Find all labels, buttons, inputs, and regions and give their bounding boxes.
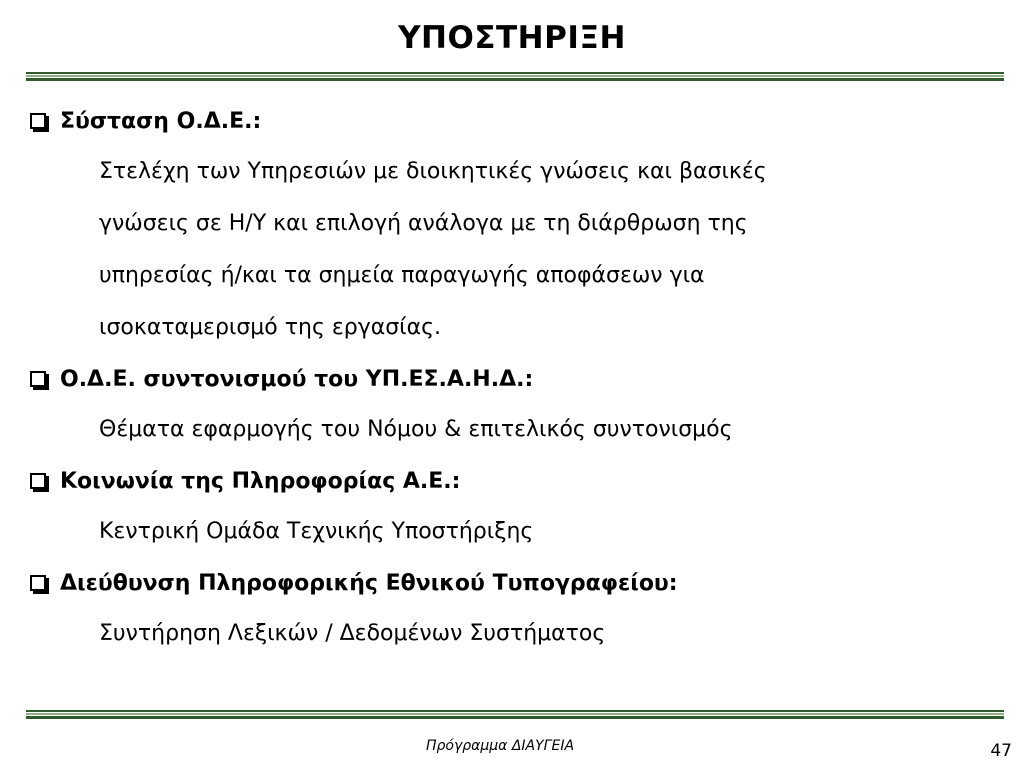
body-line: Θέματα εφαρμογής του Νόμου & επιτελικός συντονισμός [99,417,733,442]
checkbox-bullet-icon [30,575,46,591]
body-line: Στελέχη των Υπηρεσιών με διοικητικές γνώσεις και βασικές [99,159,767,184]
checkbox-bullet-icon [30,113,46,129]
divider-line [26,716,1004,719]
section-4 [26,558,1006,660]
content-list [26,96,1006,660]
body-line: γνώσεις σε Η/Υ και επιλογή ανάλογα με τη διάρθρωση της [99,211,748,236]
divider-line [26,72,1004,74]
section-heading-text: Σύσταση Ο.Δ.Ε.: [60,108,262,134]
section-heading [26,558,1006,608]
bottom-divider [26,710,1004,719]
divider-line [26,710,1004,712]
section-heading [26,96,1006,146]
page-title: ΥΠΟΣΤΗΡΙΞΗ [398,20,626,56]
section-1 [26,96,1006,354]
page-number: 47 [990,741,1012,761]
divider-line [26,78,1004,81]
checkbox-bullet-icon [30,473,46,489]
body-line: υπηρεσίας ή/και τα σημεία παραγωγής αποφάσεων για [99,263,705,288]
section-heading-text: Ο.Δ.Ε. συντονισμού του ΥΠ.ΕΣ.Α.Η.Δ.: [60,366,534,392]
section-3 [26,456,1006,558]
divider-line [26,75,1004,77]
section-heading [26,456,1006,506]
body-line: ισοκαταμερισμό της εργασίας. [99,315,442,340]
footer-program: Πρόγραμμα ΔΙΑΥΓΕΙΑ [425,738,575,754]
checkbox-bullet-icon [30,371,46,387]
section-heading-text: Κοινωνία της Πληροφορίας Α.Ε.: [60,468,461,494]
top-divider [26,72,1004,81]
section-heading-text: Διεύθυνση Πληροφορικής Εθνικού Τυπογραφείου: [60,570,678,596]
section-heading [26,354,1006,404]
body-line: Κεντρική Ομάδα Τεχνικής Υποστήριξης [99,519,534,544]
body-line: Συντήρηση Λεξικών / Δεδομένων Συστήματος [99,621,606,646]
section-2 [26,354,1006,456]
divider-line [26,713,1004,715]
